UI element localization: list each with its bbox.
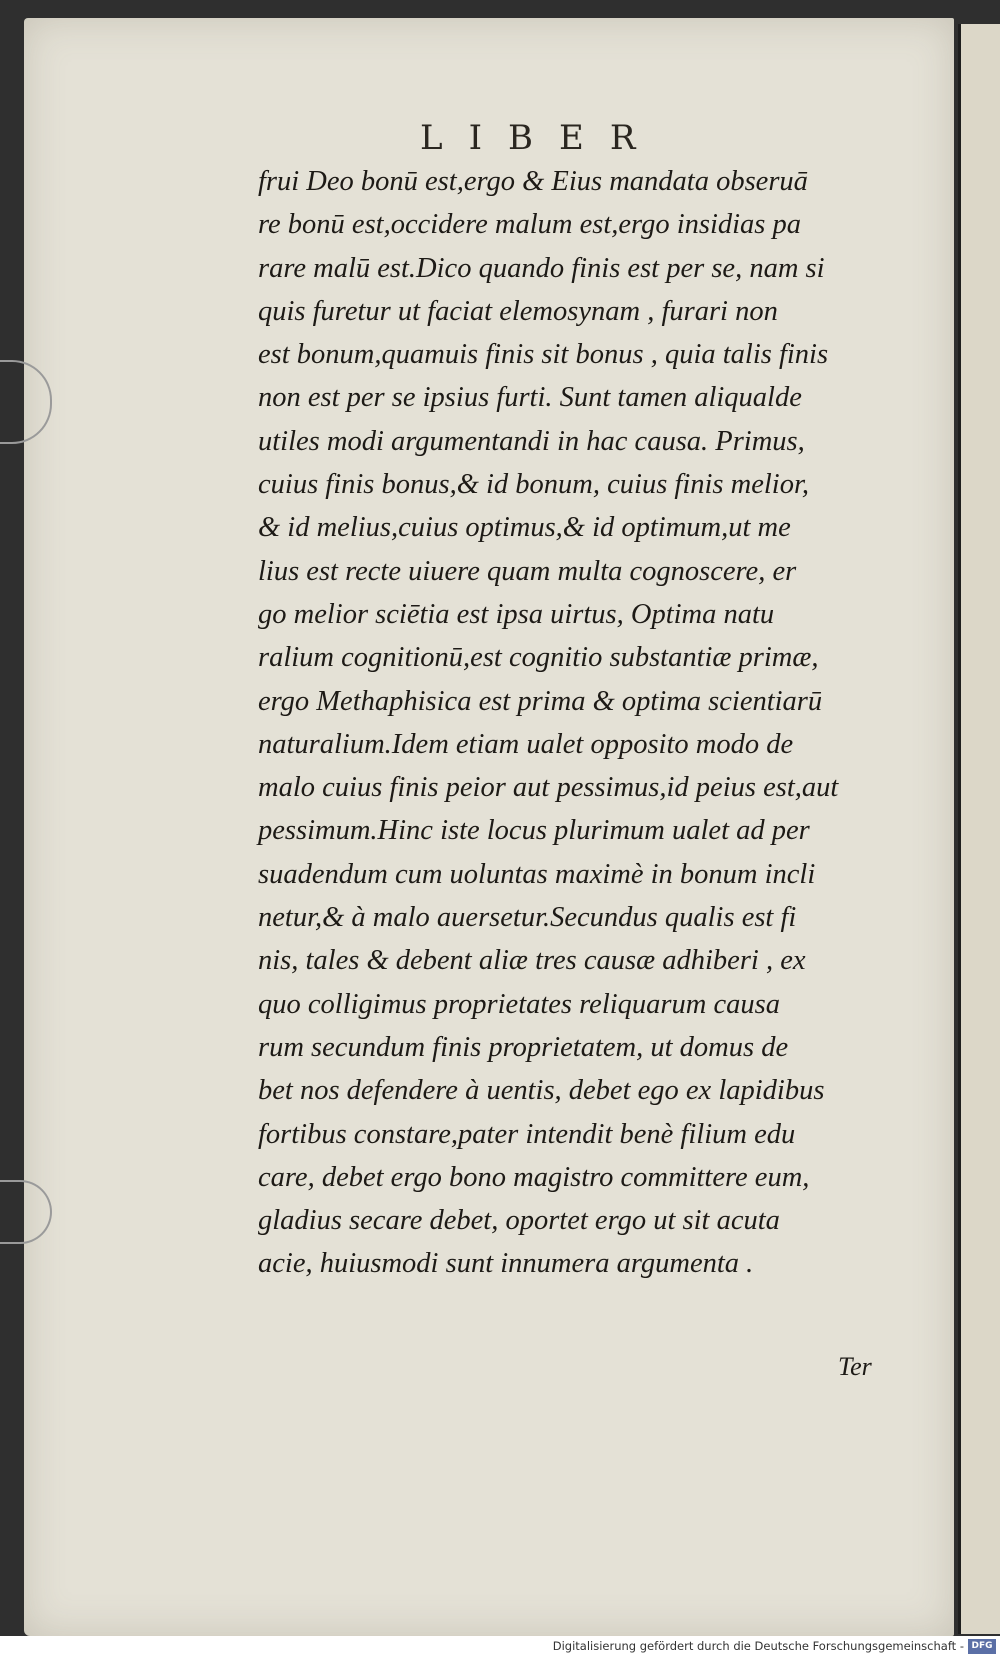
text-line: go melior sciētia est ipsa uirtus, Optima natu <box>258 598 775 630</box>
text-line: cuius finis bonus,& id bonum, cuius finis melior, <box>258 469 810 501</box>
text-line: bet nos defendere à uentis, debet ego ex lapidibus <box>258 1075 825 1107</box>
text-line: care, debet ergo bono magistro committere eum, <box>258 1161 810 1193</box>
text-line: rare malū est.Dico quando finis est per se, nam si <box>258 252 825 284</box>
text-line: suadendum cum uoluntas maximè in bonum incli <box>258 858 816 890</box>
text-line: utiles modi argumentandi in hac causa. Primus, <box>258 425 805 457</box>
footer-credit: Digitalisierung gefördert durch die Deutsche Forschungsgemeinschaft - <box>552 1639 964 1653</box>
text-line: quo colligimus proprietates reliquarum causa <box>258 988 780 1020</box>
text-line: rum secundum finis proprietatem, ut domus de <box>258 1031 789 1063</box>
text-line: quis furetur ut faciat elemosynam , furari non <box>258 295 778 327</box>
text-line: re bonū est,occidere malum est,ergo insidias pa <box>258 209 802 241</box>
text-line: ralium cognitionū,est cognitio substantiæ primæ, <box>258 642 819 674</box>
text-line: lius est recte uiuere quam multa cognoscere, er <box>258 555 797 587</box>
text-line: naturalium.Idem etiam ualet opposito modo de <box>258 728 794 760</box>
text-line: netur,& à malo auersetur.Secundus qualis est fi <box>258 902 797 934</box>
text-line: acie, huiusmodi sunt innumera argumenta . <box>258 1248 754 1280</box>
facing-page-edge <box>958 24 1000 1634</box>
running-header: LIBER <box>420 118 662 158</box>
text-line: gladius secare debet, oportet ergo ut sit acuta <box>258 1205 780 1237</box>
text-line: & id melius,cuius optimus,& id optimum,ut me <box>258 512 791 544</box>
text-line: ergo Methaphisica est prima & optima scientiarū <box>258 685 823 717</box>
text-line: nis, tales & debent aliæ tres causæ adhiberi , ex <box>258 945 806 977</box>
text-line: frui Deo bonū est,ergo & Eius mandata obseruā <box>258 166 808 197</box>
footer-bar <box>0 1636 1000 1658</box>
text-line: est bonum,quamuis finis sit bonus , quia talis finis <box>258 339 829 371</box>
text-line: malo cuius finis peior aut pessimus,id peius est,aut <box>258 772 839 804</box>
text-line: non est per se ipsius furti. Sunt tamen aliqualde <box>258 382 802 414</box>
text-line: pessimum.Hinc iste locus plurimum ualet ad per <box>258 815 810 847</box>
catchword: Ter <box>838 1352 872 1381</box>
text-line: fortibus constare,pater intendit benè filium edu <box>258 1118 796 1150</box>
body-text <box>258 160 918 1286</box>
dfg-logo: DFG <box>968 1639 996 1654</box>
